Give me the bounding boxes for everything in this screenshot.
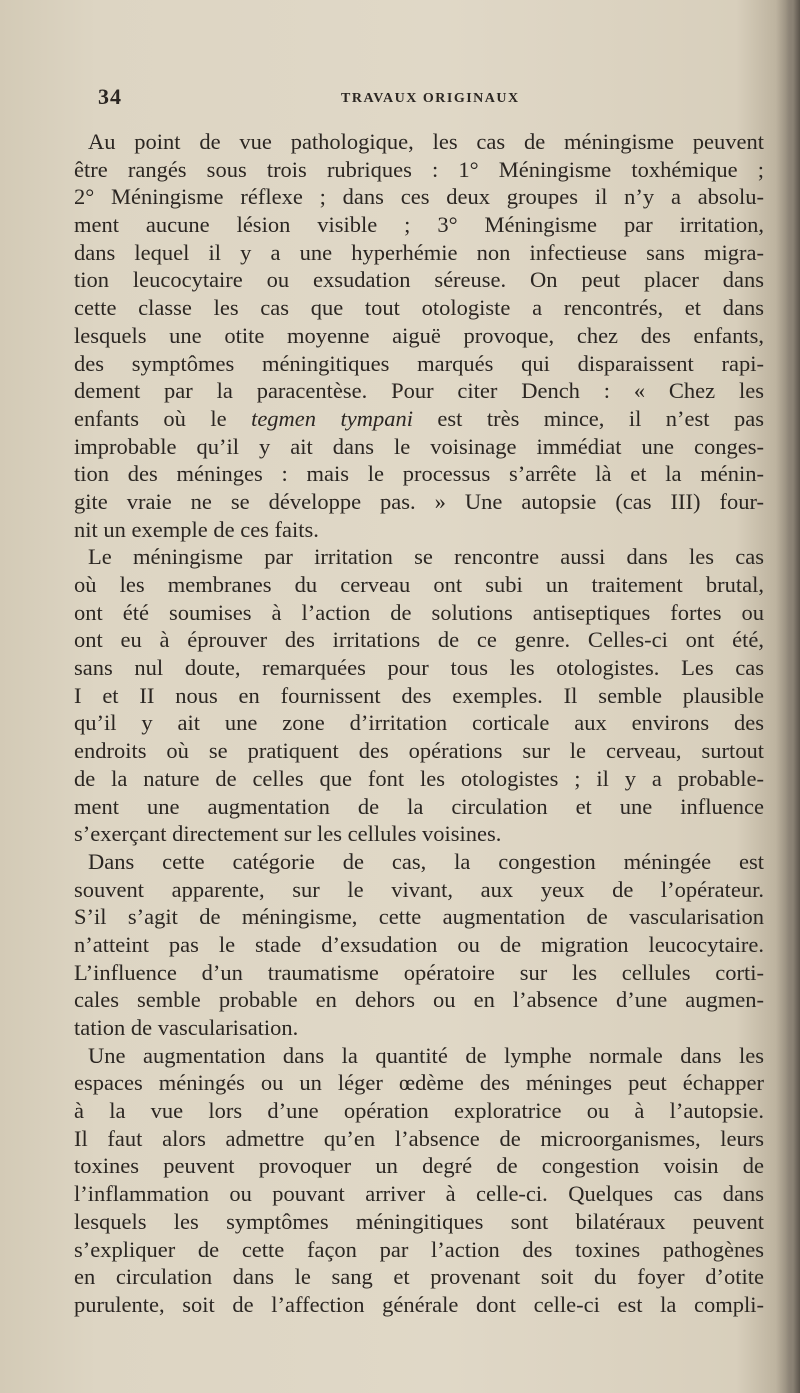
text-line: I et II nous en fournissent des exemples. Il semble plausible bbox=[74, 682, 764, 708]
running-title: TRAVAUX ORIGINAUX bbox=[341, 91, 520, 106]
text-line: Une augmentation dans la quantité de lymphe normale dans les bbox=[88, 1042, 764, 1068]
latin-term: tegmen tympani bbox=[251, 405, 413, 431]
text-line: en circulation dans le sang et provenant soit du foyer d’otite bbox=[74, 1264, 764, 1290]
text-line: à la vue lors d’une opération exploratrice ou à l’autopsie. bbox=[74, 1098, 764, 1124]
text-line: ont été soumises à l’action de solutions antiseptiques fortes ou bbox=[74, 599, 764, 625]
text-line: S’il s’agit de méningisme, cette augmentation de vascularisation bbox=[74, 904, 764, 930]
text-line: qu’il y ait une zone d’irritation corticale aux environs des bbox=[74, 710, 764, 736]
text-line: purulente, soit de l’affection générale dont celle-ci est la compli- bbox=[74, 1291, 764, 1317]
page-edge-shadow bbox=[786, 0, 800, 1393]
text-line: tion des méninges : mais le processus s’arrête là et la ménin- bbox=[74, 461, 764, 487]
page-header bbox=[98, 84, 758, 114]
text-line: L’influence d’un traumatisme opératoire sur les cellules corti- bbox=[74, 959, 764, 985]
text-line: s’exerçant directement sur les cellules voisines. bbox=[74, 821, 502, 847]
text-line: s’expliquer de cette façon par l’action des toxines pathogènes bbox=[74, 1236, 764, 1262]
text-line: Le méningisme par irritation se rencontre aussi dans les cas bbox=[88, 544, 764, 570]
text-line: lesquels les symptômes méningitiques sont bilatéraux peuvent bbox=[74, 1208, 764, 1234]
text-line: espaces méningés ou un léger œdème des méninges peut échapper bbox=[74, 1070, 764, 1096]
text-line: n’atteint pas le stade d’exsudation ou de migration leucocytaire. bbox=[74, 931, 764, 957]
text-line: tation de vascularisation. bbox=[74, 1015, 299, 1040]
text-line: endroits où se pratiquent des opérations sur le cerveau, surtout bbox=[74, 738, 764, 764]
text-line: nit un exemple de ces faits. bbox=[74, 516, 319, 542]
text-line: des symptômes méningitiques marqués qui disparaissent rapi- bbox=[74, 350, 764, 376]
body-text bbox=[74, 128, 764, 1319]
text-line: 2° Méningisme réflexe ; dans ces deux groupes il n’y a absolu- bbox=[74, 184, 764, 210]
text-line: cales semble probable en dehors ou en l’absence d’une augmen- bbox=[74, 987, 764, 1013]
text-line: enfants où le tegmen tympani est très mince, il n’est pas bbox=[74, 405, 764, 431]
text-line: toxines peuvent provoquer un degré de congestion voisin de bbox=[74, 1153, 764, 1179]
text-line: Il faut alors admettre qu’en l’absence de microorganismes, leurs bbox=[74, 1125, 764, 1151]
text-line: Dans cette catégorie de cas, la congestion méningée est bbox=[88, 848, 764, 874]
text-line: dement par la paracentèse. Pour citer Dench : « Chez les bbox=[74, 378, 764, 404]
text-line: cette classe les cas que tout otologiste a rencontrés, et dans bbox=[74, 295, 764, 321]
text-line: Au point de vue pathologique, les cas de méningisme peuvent bbox=[88, 129, 764, 154]
text-line: sans nul doute, remarquées pour tous les otologistes. Les cas bbox=[74, 655, 764, 681]
text-line: où les membranes du cerveau ont subi un traitement brutal, bbox=[74, 572, 764, 597]
text-line: l’inflammation ou pouvant arriver à celle-ci. Quelques cas dans bbox=[74, 1181, 764, 1207]
text-line: improbable qu’il y ait dans le voisinage immédiat une conges- bbox=[74, 433, 764, 459]
text-line: gite vraie ne se développe pas. » Une autopsie (cas III) four- bbox=[74, 488, 764, 514]
text-line: de la nature de celles que font les otologistes ; il y a probable- bbox=[74, 765, 764, 791]
page-number: 34 bbox=[98, 84, 122, 109]
text-line: dans lequel il y a une hyperhémie non infectieuse sans migra- bbox=[74, 239, 764, 265]
text-line: ment une augmentation de la circulation et une influence bbox=[74, 793, 764, 819]
text-line: être rangés sous trois rubriques : 1° Méningisme toxhémique ; bbox=[74, 156, 764, 182]
text-line: souvent apparente, sur le vivant, aux yeux de l’opérateur. bbox=[74, 876, 764, 902]
text-line: lesquels une otite moyenne aiguë provoque, chez des enfants, bbox=[74, 322, 764, 348]
text-line: tion leucocytaire ou exsudation séreuse. On peut placer dans bbox=[74, 267, 764, 293]
text-line: ont eu à éprouver des irritations de ce genre. Celles-ci ont été, bbox=[74, 627, 764, 653]
text-line: ment aucune lésion visible ; 3° Méningisme par irritation, bbox=[74, 212, 764, 238]
